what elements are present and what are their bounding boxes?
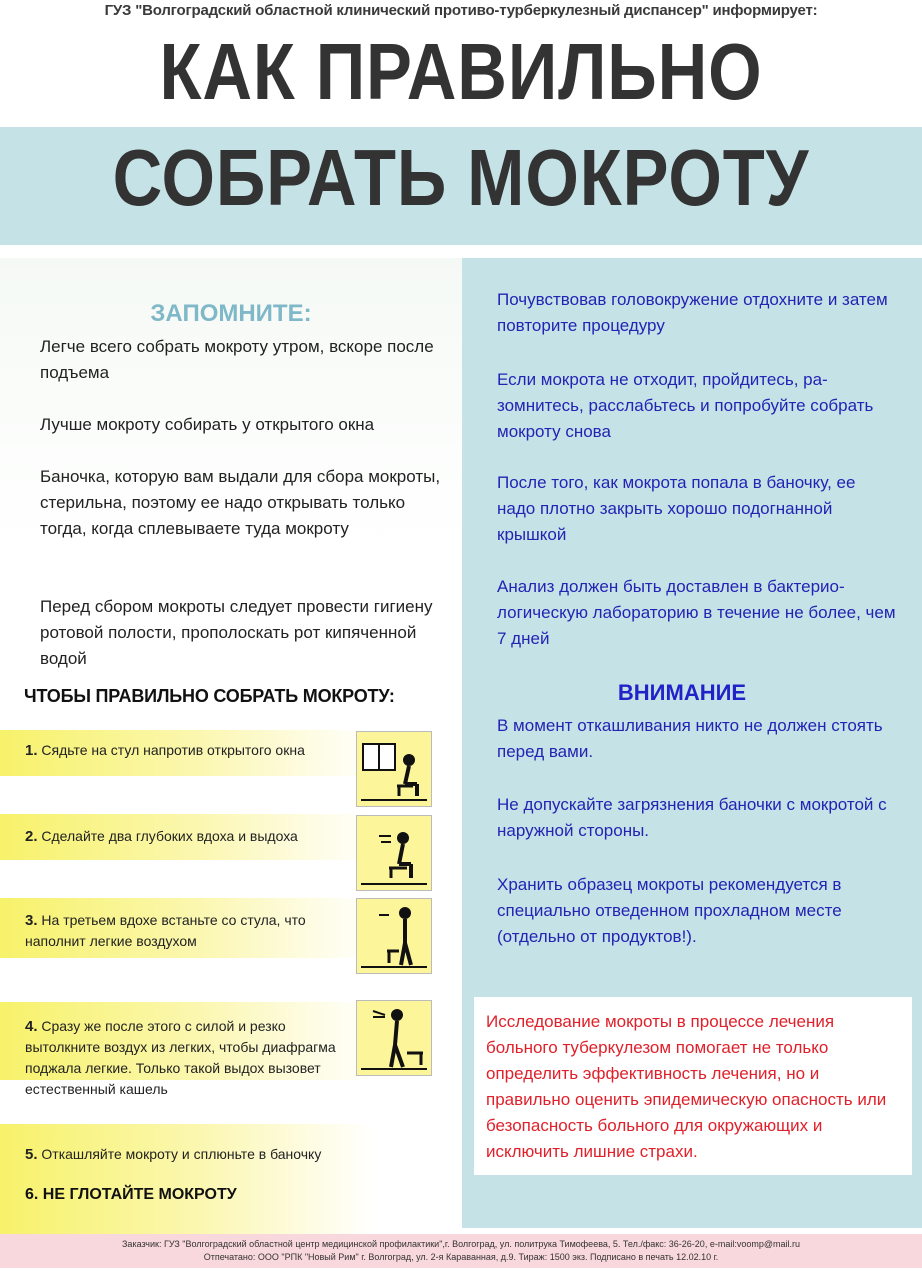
step-1-label: Сядьте на стул напротив открытого окна (41, 742, 305, 758)
title-line-1: КАК ПРАВИЛЬНО (159, 27, 763, 116)
step-3-number: 3. (25, 912, 38, 929)
step-1-window-chair-icon (356, 731, 432, 807)
step-5-text (25, 1144, 385, 1165)
footer-printer: Отпечатано: ООО "РПК "Новый Рим" г. Волгоград, ул. 2-я Караванная, д.9. Тираж: 1500 экз. Подписано в печать 12.02.10 г. (203, 1252, 719, 1262)
remember-item: Баночка, которую вам выдали для сбора мокроты, стерильна, поэтому ее надо открывать только тогда, когда сплевываете туда мокроту (40, 467, 441, 538)
right-paragraph: После того, как мокрота попала в баночку, ее надо плотно закрыть хорошо подогнанной крышкой (497, 473, 856, 544)
attention-paragraph: Не допускайте загрязнения баночки с мокротой с наружной стороны. (497, 795, 887, 840)
remember-item: Легче всего собрать мокроту утром, вскоре после подъема (40, 337, 434, 382)
step-1-number: 1. (25, 742, 38, 759)
header-organization: ГУЗ "Волгоградский областной клинический противо-турберкулезный диспансер" информирует: (104, 2, 818, 19)
step-4-text (25, 1016, 345, 1100)
step-3-label: На третьем вдохе встаньте со стула, что наполнит легкие воздухом (25, 912, 306, 949)
step-2-number: 2. (25, 828, 38, 845)
step-2-text (25, 826, 345, 847)
footer-customer: Заказчик: ГУЗ "Волгоградский областной центр медицинской профилактики",г. Волгоград, ул. политрука Тимофеева, 5. Тел./факс: 36-26-20, e-mail:voomp@mail.ru (122, 1239, 800, 1249)
step-2-breathing-icon (356, 815, 432, 891)
step-6-warning: 6. НЕ ГЛОТАЙТЕ МОКРОТУ (25, 1186, 237, 1203)
step-4-number: 4. (25, 1018, 38, 1035)
attention-paragraph: В момент откашливания никто не должен стоять перед вами. (497, 716, 883, 761)
right-paragraph: Если мокрота не отходит, пройдитесь, ра-зомнитесь, расслабьтесь и попробуйте собрать мокроту снова (497, 370, 874, 441)
remember-item: Перед сбором мокроты следует провести гигиену ротовой полости, прополоскать рот кипяченной водой (40, 597, 433, 668)
step-5-band (0, 1124, 440, 1234)
step-2-label: Сделайте два глубоких вдоха и выдоха (41, 828, 298, 844)
step-3-standing-icon (356, 898, 432, 974)
remember-item: Лучше мокроту собирать у открытого окна (40, 415, 375, 434)
right-paragraph: Почувствовав головокружение отдохните и затем повторите процедуру (497, 290, 888, 335)
step-1-text (25, 740, 345, 761)
research-note-text: Исследование мокроты в процессе лечения больного туберкулезом помогает не только определить эффективность лечения, но и правильно оценить эпидемическую опасность или безопасность больного для окружающих и исключить лишние страхи. (486, 1012, 887, 1161)
attention-paragraph: Хранить образец мокроты рекомендуется в специально отведенном прохладном месте (отдельно от продуктов!). (497, 875, 842, 946)
attention-title: ВНИМАНИЕ (617, 680, 747, 705)
footer (0, 1234, 922, 1268)
title-line-2: СОБРАТЬ МОКРОТУ (112, 133, 810, 222)
step-4-label: Сразу же после этого с силой и резко вытолкните воздух из легких, чтобы диафрагма поджала легкие. Только такой выдох вызовет естественный кашель (25, 1018, 336, 1097)
step-4-coughing-icon (356, 1000, 432, 1076)
research-note-box (474, 997, 912, 1175)
remember-title: ЗАПОМНИТЕ: (150, 300, 312, 327)
right-paragraph: Анализ должен быть доставлен в бактерио-логическую лабораторию в течение не более, чем 7 дней (497, 577, 896, 648)
how-to-title: ЧТОБЫ ПРАВИЛЬНО СОБРАТЬ МОКРОТУ: (24, 686, 395, 706)
step-5-number: 5. (25, 1146, 38, 1163)
step-3-text (25, 910, 345, 952)
step-5-label: Откашляйте мокроту и сплюньте в баночку (41, 1146, 322, 1162)
